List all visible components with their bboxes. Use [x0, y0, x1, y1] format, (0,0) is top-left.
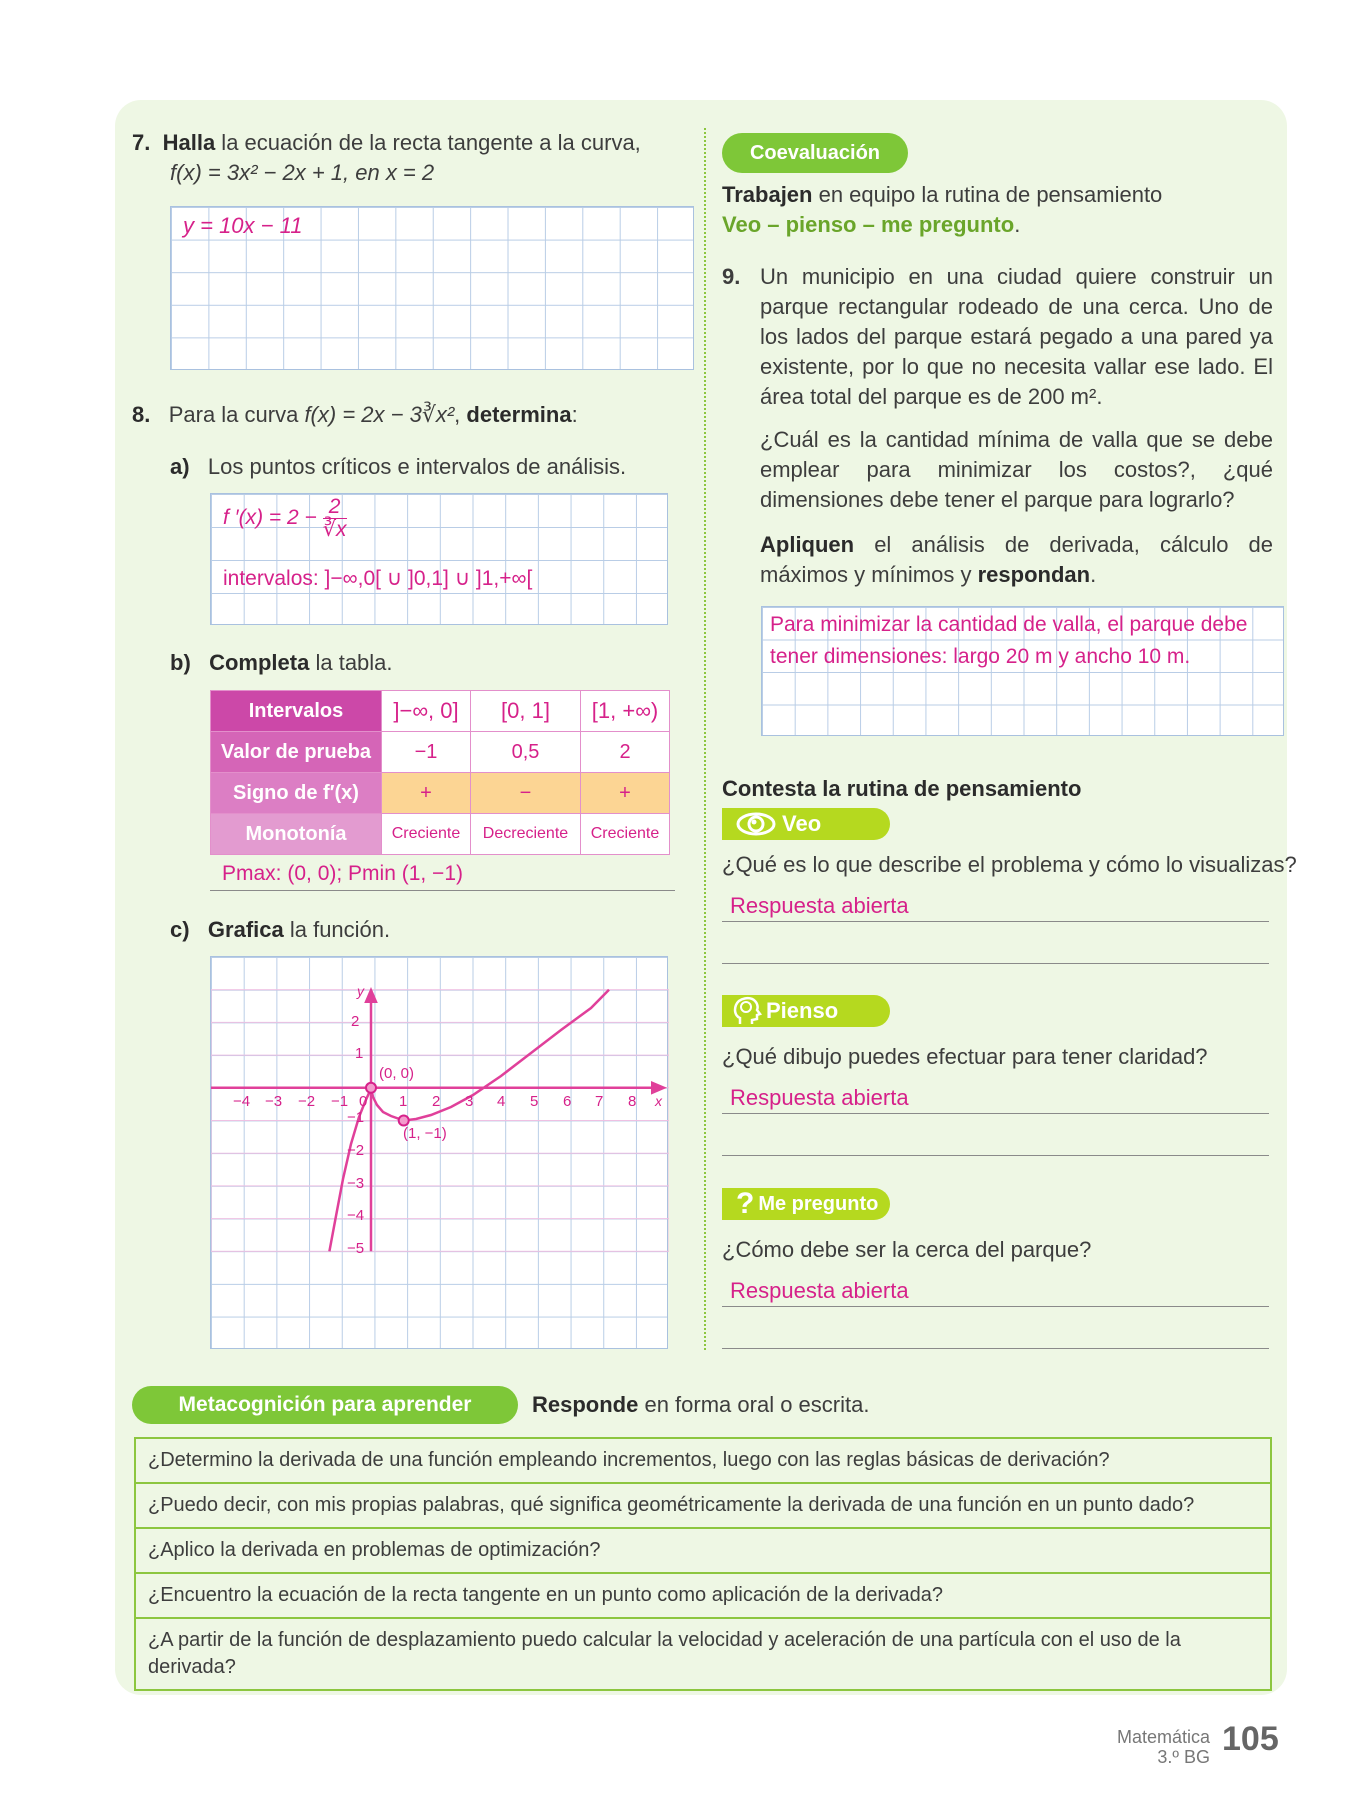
row-header: Intervalos — [211, 691, 382, 732]
q8a-statement — [170, 452, 626, 482]
routine-period: . — [1014, 212, 1021, 237]
y-axis-label: y — [357, 983, 364, 999]
table-row-test-value — [211, 732, 670, 773]
metacognicion-item: ¿A partir de la función de desplazamiento puedo calcular la velocidad y aceleración de una partícula con el uso de la derivada? — [148, 1629, 1181, 1678]
table-cell: −1 — [382, 732, 471, 773]
table-cell: Creciente — [382, 814, 471, 855]
y-tick: −1 — [347, 1109, 365, 1126]
me-pregunto-answer-line-2[interactable] — [722, 1320, 1269, 1349]
coevaluacion-pill: Coevaluación — [722, 133, 908, 173]
metacognicion-item: ¿Determino la derivada de una función empleando incrementos, luego con las reglas básicas de derivación? — [136, 1439, 1270, 1484]
x-tick: 8 — [628, 1093, 637, 1110]
table-cell: Decreciente — [470, 814, 580, 855]
q8c-statement — [170, 915, 390, 945]
x-tick: −1 — [331, 1093, 349, 1110]
y-tick: 1 — [355, 1045, 364, 1062]
coevaluacion-intro — [722, 180, 1282, 240]
q9-paragraph-3 — [760, 530, 1273, 590]
fraction-denominator: ∛x — [322, 518, 347, 541]
q8a-text: Los puntos críticos e intervalos de análisis. — [207, 454, 627, 479]
table-row-monotony — [211, 814, 670, 855]
eye-icon — [734, 811, 782, 837]
me-pregunto-answer-line[interactable] — [722, 1278, 1269, 1307]
metacognicion-pill: Metacognición para aprender — [132, 1386, 518, 1424]
footer-grade: 3.º BG — [1157, 1747, 1210, 1767]
y-tick: −2 — [347, 1142, 365, 1159]
q8a-label: a) — [170, 454, 190, 479]
min-point-marker — [399, 1116, 409, 1126]
q8b-verb: Completa — [209, 650, 310, 675]
table-cell: + — [581, 773, 670, 814]
min-point-label: (1, −1) — [403, 1125, 447, 1142]
fraction-numerator: 2 — [323, 496, 347, 519]
p3-period: . — [1090, 562, 1097, 587]
veo-pill — [722, 808, 890, 840]
me-pregunto-pill — [722, 1188, 890, 1220]
q8-colon: : — [571, 402, 578, 427]
routine-name: Veo – pienso – me pregunto — [722, 212, 1015, 237]
q8a-derivative — [223, 496, 347, 541]
y-tick: −5 — [347, 1240, 365, 1257]
table-row-intervals — [211, 691, 670, 732]
x-tick: 3 — [465, 1093, 474, 1110]
veo-question: ¿Qué es lo que describe el problema y cómo lo visualizas? — [722, 852, 1297, 877]
q8c-verb: Grafica — [207, 917, 284, 942]
intro-verb: Trabajen — [722, 182, 813, 207]
pienso-question: ¿Qué dibujo puedes efectuar para tener claridad? — [722, 1044, 1208, 1069]
footer-subject — [1070, 1727, 1210, 1767]
q7-answer: y = 10x − 11 — [183, 213, 303, 238]
footer-subject-name: Matemática — [1116, 1727, 1210, 1747]
monotony-table — [210, 690, 670, 855]
pienso-label: Pienso — [766, 998, 839, 1023]
head-brain-icon — [732, 996, 766, 1026]
me-pregunto-question: ¿Cómo debe ser la cerca del parque? — [722, 1237, 1092, 1262]
routine-title: Contesta la rutina de pensamiento — [722, 776, 1082, 801]
table-cell: 0,5 — [470, 732, 580, 773]
row-header: Valor de prueba — [211, 732, 382, 773]
row-header: Monotonía — [211, 814, 382, 855]
q8-prefix: Para la curva — [168, 402, 305, 427]
row-header: Signo de f′(x) — [211, 773, 382, 814]
q9-answer-grid[interactable] — [761, 606, 1284, 736]
metacognicion-instruction — [532, 1390, 869, 1420]
q7-number: 7. — [132, 130, 151, 155]
x-tick: 2 — [432, 1093, 441, 1110]
table-row-sign — [211, 773, 670, 814]
pienso-pill — [722, 995, 890, 1027]
table-cell: Creciente — [581, 814, 670, 855]
q7-statement — [132, 128, 692, 158]
y-tick: 2 — [351, 1013, 360, 1030]
intro-text: en equipo la rutina de pensamiento — [812, 182, 1163, 207]
metacognicion-table — [134, 1437, 1272, 1691]
extrema-answer: Pmax: (0, 0); Pmin (1, −1) — [222, 862, 463, 885]
extrema-answer-line[interactable] — [210, 860, 675, 891]
y-tick: −4 — [347, 1207, 365, 1224]
q8b-label: b) — [170, 650, 191, 675]
veo-answer-line-2[interactable] — [722, 935, 1269, 964]
q8-function: f(x) = 2x − 3∛x² — [304, 402, 455, 427]
x-tick: 4 — [497, 1093, 506, 1110]
instruction-text: en forma oral o escrita. — [638, 1392, 870, 1417]
apply-verb: Apliquen — [760, 532, 855, 557]
q9-answer-line-1: Para minimizar la cantidad de valla, el parque debe — [770, 613, 1248, 636]
graph-grid[interactable] — [210, 956, 668, 1349]
metacognicion-item: ¿Encuentro la ecuación de la recta tangente en un punto como aplicación de la derivada? — [136, 1574, 1270, 1619]
x-tick: 1 — [399, 1093, 408, 1110]
question-mark-icon: ? — [736, 1187, 755, 1220]
q7-text: la ecuación de la recta tangente a la curva, — [215, 130, 641, 155]
x-tick: 6 — [563, 1093, 572, 1110]
pienso-answer-line[interactable] — [722, 1085, 1269, 1114]
q9-number: 9. — [722, 264, 741, 289]
page-number: 105 — [1222, 1720, 1279, 1758]
x-tick: 7 — [595, 1093, 604, 1110]
q7-function: f(x) = 3x² − 2x + 1, en x = 2 — [170, 160, 435, 185]
column-divider — [704, 128, 706, 1350]
p3-text: el análisis de derivada, cálculo de máximos y mínimos y — [760, 532, 1273, 587]
q8a-intervals: intervalos: ]−∞,0[ ∪ ]0,1] ∪ ]1,+∞[ — [223, 567, 533, 590]
table-cell: − — [470, 773, 580, 814]
x-tick: 5 — [530, 1093, 539, 1110]
x-tick: −2 — [298, 1093, 316, 1110]
function-graph — [211, 957, 669, 1350]
pienso-answer-line-2[interactable] — [722, 1127, 1269, 1156]
pienso-answer: Respuesta abierta — [730, 1085, 909, 1110]
q7-verb: Halla — [162, 130, 216, 155]
x-tick: 0 — [359, 1093, 368, 1110]
table-cell: [0, 1] — [470, 691, 580, 732]
veo-answer-line[interactable] — [722, 893, 1269, 922]
q8b-statement — [170, 648, 393, 678]
q9-paragraph-2: ¿Cuál es la cantidad mínima de valla que se debe emplear para minimizar los costos?, ¿qué dimensiones debe tener el parque para lograrlo? — [760, 427, 1273, 512]
veo-answer: Respuesta abierta — [730, 893, 909, 918]
q8a-answer-grid[interactable] — [210, 493, 668, 625]
y-tick: −3 — [347, 1175, 365, 1192]
x-tick: −3 — [265, 1093, 283, 1110]
q8c-label: c) — [170, 917, 190, 942]
max-point-marker — [366, 1083, 376, 1093]
q8-verb: determina — [466, 402, 572, 427]
table-cell: + — [382, 773, 471, 814]
q8-statement: 8. Para la curva f(x) = 2x − 3∛x², determina: — [132, 402, 578, 427]
veo-label: Veo — [782, 811, 822, 836]
q8-number: 8. — [132, 402, 151, 427]
derivative-fraction — [323, 496, 347, 541]
q8b-text: la tabla. — [309, 650, 393, 675]
x-axis-label: x — [655, 1093, 662, 1109]
metacognicion-item: ¿Aplico la derivada en problemas de optimización? — [136, 1529, 1270, 1574]
q9-answer-line-2: tener dimensiones: largo 20 m y ancho 10 m. — [770, 645, 1191, 668]
table-cell: 2 — [581, 732, 670, 773]
x-ticks — [211, 1093, 669, 1111]
table-cell: ]−∞, 0] — [382, 691, 471, 732]
derivative-lhs: f ′(x) = 2 − — [223, 506, 317, 530]
q8c-text: la función. — [283, 917, 391, 942]
respond-verb: respondan — [977, 562, 1091, 587]
me-pregunto-label: Me pregunto — [758, 1192, 879, 1215]
table-cell: [1, +∞) — [581, 691, 670, 732]
respond-verb-meta: Responde — [532, 1392, 639, 1417]
metacognicion-item: ¿Puedo decir, con mis propias palabras, qué significa geométricamente la derivada de una función en un punto dado? — [136, 1484, 1270, 1529]
q7-answer-grid[interactable] — [170, 206, 694, 370]
x-tick: −4 — [233, 1093, 251, 1110]
q9-paragraph-1: Un municipio en una ciudad quiere construir un parque rectangular rodeado de una cerca. Uno de los lados del parque estará pegado a una pared ya existente, por lo que no necesita vallar ese lado. El área total del parque es de 200 m². — [760, 264, 1273, 409]
max-point-label: (0, 0) — [379, 1065, 415, 1082]
me-pregunto-answer: Respuesta abierta — [730, 1278, 909, 1303]
